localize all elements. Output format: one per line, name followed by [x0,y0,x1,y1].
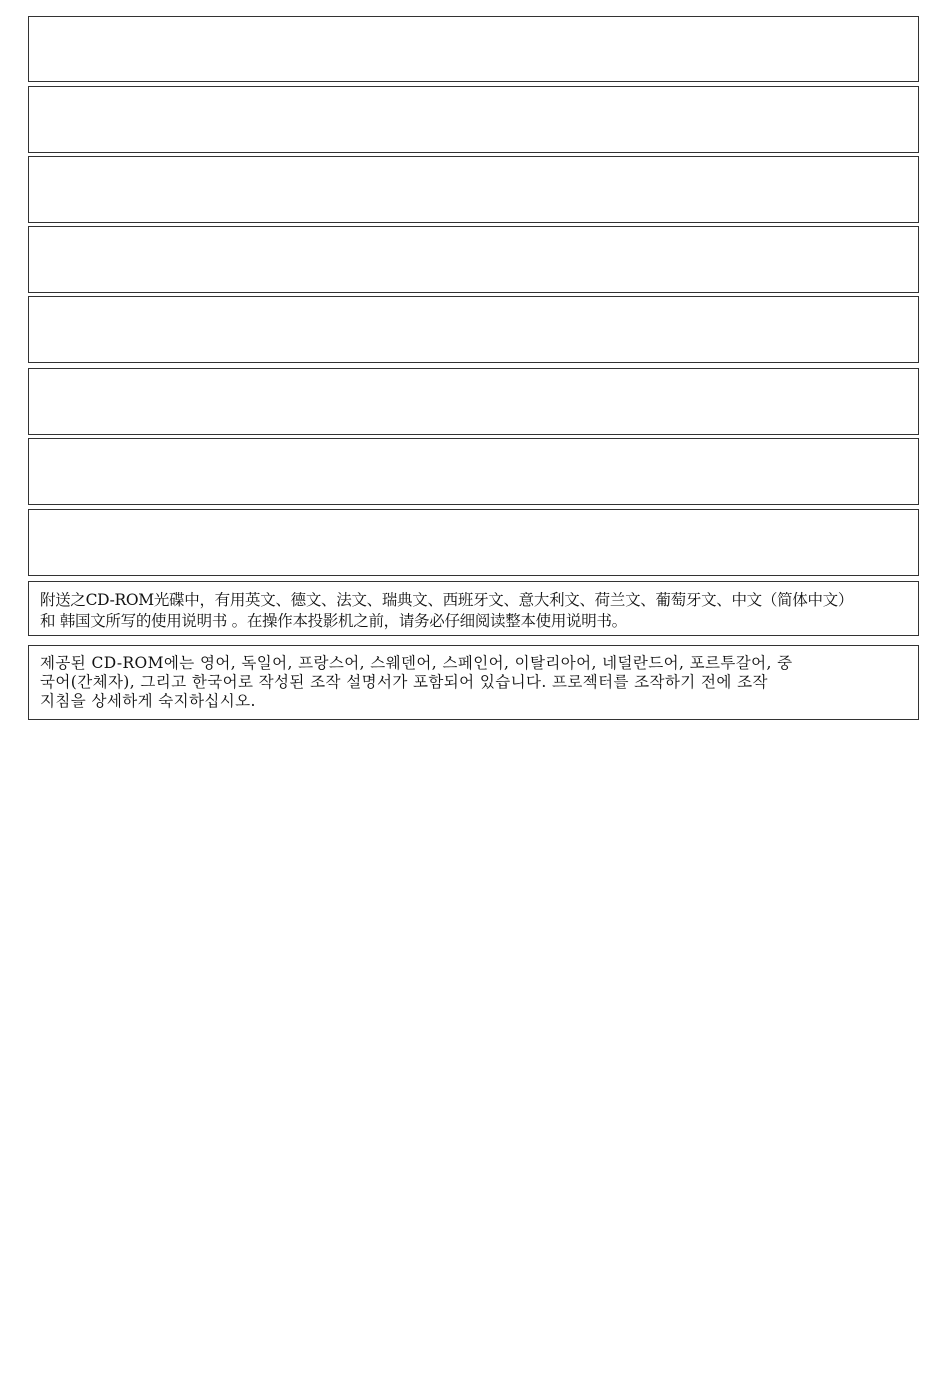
korean-notice-box [28,645,919,720]
chinese-notice-text: 附送之CD-ROM光碟中，有用英文、德文、法文、瑞典文、西班牙文、意大利文、荷兰文、葡萄牙文、中文（简体中文） 和 韩国文所写的使用说明书 。在操作本投影机之前，请务必仔细阅读整本使用说明书。 [40,591,854,630]
language-box-7 [28,438,919,505]
chinese-notice-box [28,581,919,636]
language-box-6 [28,368,919,435]
language-box-4 [28,226,919,293]
language-box-5 [28,296,919,363]
language-box-1 [28,16,919,82]
language-box-3 [28,156,919,223]
language-box-8 [28,509,919,576]
korean-notice-text: 제공된 CD-ROM에는 영어, 독일어, 프랑스어, 스웨덴어, 스페인어, 이탈리아어, 네덜란드어, 포르투갈어, 중 국어(간체자), 그리고 한국어로 작성된 조작 설명서가 포함되어 있습니다. 프로젝터를 조작하기 전에 조작 지침을 상세하게 숙지하십시오. [40,654,793,710]
language-box-2 [28,86,919,153]
